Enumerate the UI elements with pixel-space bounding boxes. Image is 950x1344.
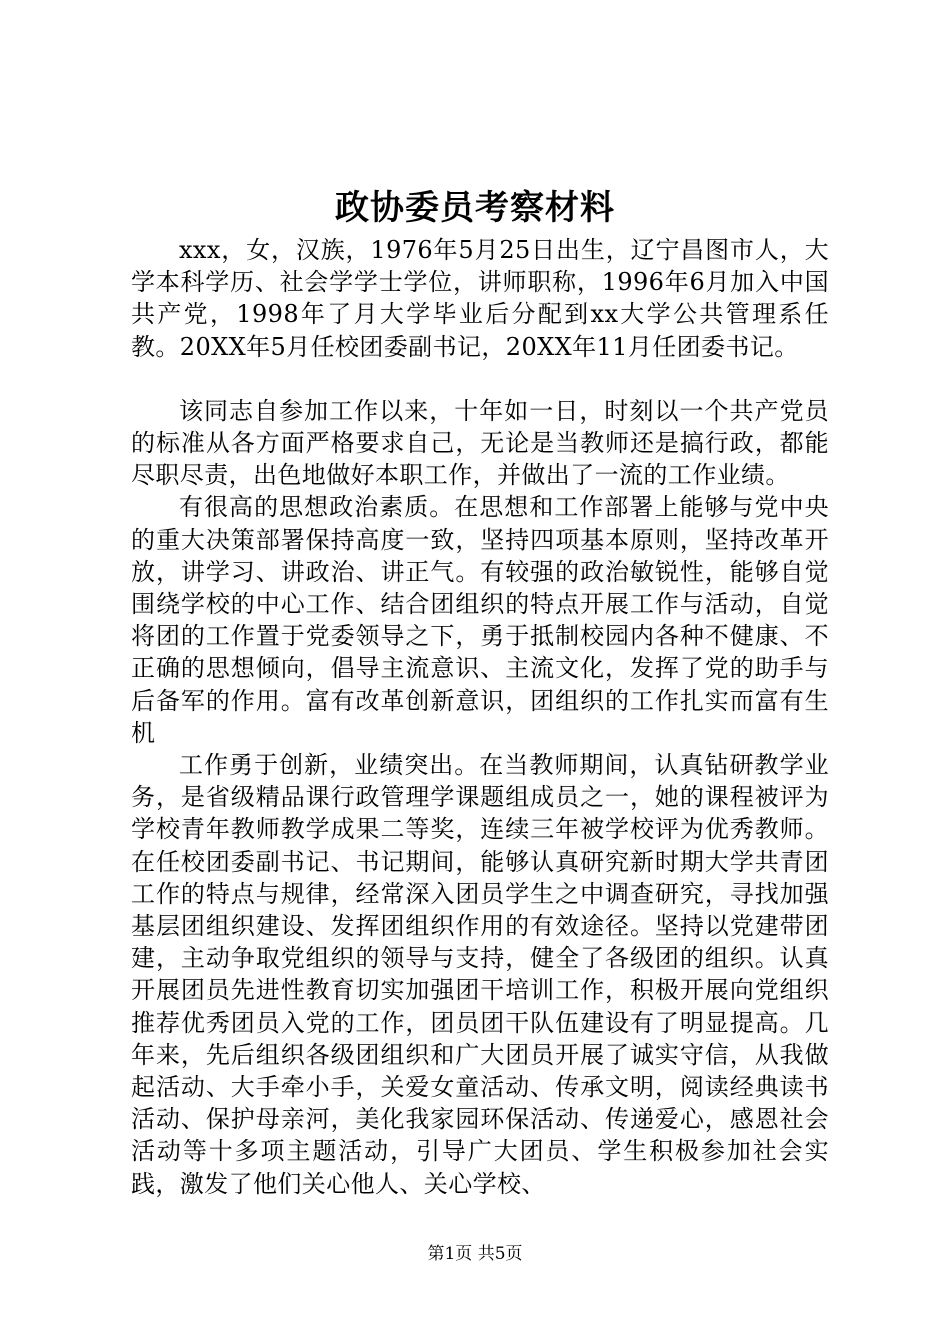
paragraph-work-summary: 该同志自参加工作以来，十年如一日，时刻以一个共产党员的标准从各方面严格要求自己，无论是当教师还是搞行政，都能尽职尽责，出色地做好本职工作，并做出了一流的工作业绩。	[131, 396, 829, 490]
document-title: 政协委员考察材料	[335, 188, 615, 228]
page-number-footer: 第1页 共5页	[427, 1244, 523, 1264]
document-body	[131, 234, 829, 1200]
paragraph-political-quality: 有很高的思想政治素质。在思想和工作部署上能够与党中央的重大决策部署保持高度一致，坚持四项基本原则，坚持改革开放，讲学习、讲政治、讲正气。有较强的政治敏锐性，能够自觉围绕学校的中心工作、结合团组织的特点开展工作与活动，自觉将团的工作置于党委领导之下，勇于抵制校园内各种不健康、不正确的思想倾向，倡导主流意识、主流文化，发挥了党的助手与后备军的作用。富有改革创新意识，团组织的工作扎实而富有生机	[131, 493, 829, 747]
paragraph-personal-info: xxx，女，汉族，1976年5月25日出生，辽宁昌图市人，大学本科学历、社会学学士学位，讲师职称，1996年6月加入中国共产党，1998年了月大学毕业后分配到xx大学公共管理系任教。20XX年5月任校团委副书记，20XX年11月任团委书记。	[131, 236, 829, 361]
paragraph-work-achievements: 工作勇于创新，业绩突出。在当教师期间，认真钻研教学业务，是省级精品课行政管理学课题组成员之一，她的课程被评为学校青年教师教学成果二等奖，连续三年被学校评为优秀教师。在任校团委副书记、书记期间，能够认真研究新时期大学共青团工作的特点与规律，经常深入团员学生之中调查研究，寻找加强基层团组织建设、发挥团组织作用的有效途径。坚持以党建带团建，主动争取党组织的领导与支持，健全了各级团的组织。认真开展团员先进性教育切实加强团干培训工作，积极开展向党组织推荐优秀团员入党的工作，团员团干队伍建设有了明显提高。几年来，先后组织各级团组织和广大团员开展了诚实守信，从我做起活动、大手牵小手，关爱女童活动、传承文明，阅读经典读书活动、保护母亲河，美化我家园环保活动、传递爱心，感恩社会活动等十多项主题活动，引导广大团员、学生积极参加社会实践，激发了他们关心他人、关心学校、	[131, 751, 829, 1198]
